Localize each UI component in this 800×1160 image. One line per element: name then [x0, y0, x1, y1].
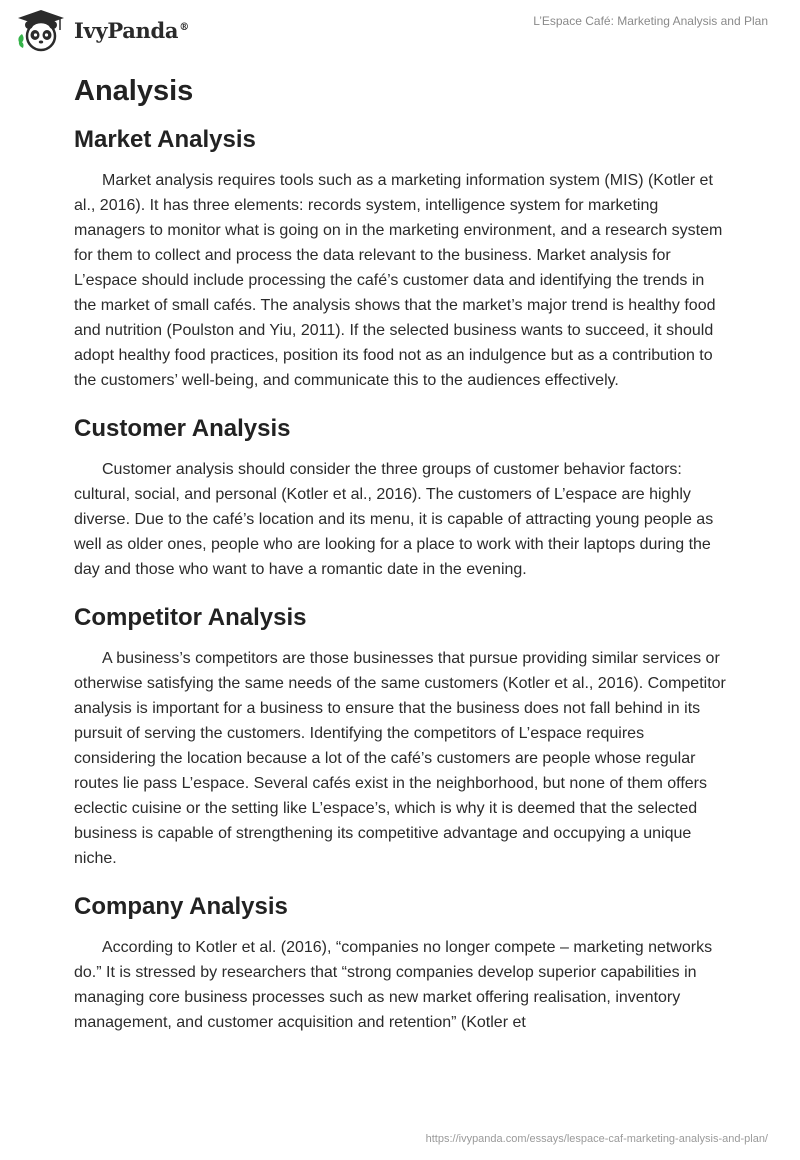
- section-paragraph-market-analysis: Market analysis requires tools such as a marketing information system (MIS) (Kotler et al., 2016). It has three elements: records system, intelligence system for marketing managers to monitor what is going on in the marketing environment, and a research system for them to collect and process the data relevant to the business. Market analysis for L’espace should include processing the café’s customer data and identifying the trends in the market of small cafés. The analysis shows that the market’s major trend is healthy food and nutrition (Poulston and Yiu, 2011). If the selected business wants to succeed, it should adopt healthy food practices, position its food not as an indulgence but as a contribution to the customers’ well-being, and communicate this to the audiences effectively.: [74, 172, 723, 389]
- section-paragraph-company-analysis: According to Kotler et al. (2016), “companies no longer compete – marketing networks do.” It is stressed by researchers that “strong companies develop superior capabilities in managing core business processes such as new market offering realisation, inventory management, and customer acquisition and retention” (Kotler et: [74, 939, 713, 1031]
- page-title: Analysis: [74, 75, 194, 107]
- document-title: L’Espace Café: Marketing Analysis and Plan: [533, 14, 768, 28]
- section-heading-competitor-analysis: Competitor Analysis: [74, 604, 307, 631]
- source-url[interactable]: https://ivypanda.com/essays/lespace-caf-marketing-analysis-and-plan/: [425, 1133, 768, 1145]
- section-heading-market-analysis: Market Analysis: [74, 126, 256, 153]
- registered-mark: ®: [179, 21, 189, 33]
- panda-mascot-icon: [14, 8, 68, 52]
- brand-logo[interactable]: [14, 8, 189, 52]
- section-paragraph-customer-analysis: Customer analysis should consider the three groups of customer behavior factors: cultural, social, and personal (Kotler et al., 2016). The customers of L’espace are highly diverse. Due to the café’s location and its menu, it is capable of attracting young people as well as older ones, people who are looking for a place to work with their laptops during the day and those who want to have a romantic date in the evening.: [74, 461, 714, 578]
- section-paragraph-competitor-analysis: A business’s competitors are those businesses that pursue providing similar services or otherwise satisfying the same needs of the same customers (Kotler et al., 2016). Competitor analysis is important for a business to ensure that the business does not fall behind in its pursuit of serving the customers. Identifying the competitors of L’espace requires considering the location because a lot of the café’s customers are people whose regular routes lie pass L’espace. Several cafés exist in the neighborhood, but none of them offers eclectic cuisine or the setting like L’espace’s, which is why it is deemed that the selected business is capable of strengthening its competitive advantage and occupying a unique niche.: [74, 650, 726, 867]
- section-heading-customer-analysis: Customer Analysis: [74, 415, 291, 442]
- section-heading-company-analysis: Company Analysis: [74, 893, 288, 920]
- brand-name: IvyPanda®: [74, 17, 189, 43]
- essay-content: [74, 72, 730, 1055]
